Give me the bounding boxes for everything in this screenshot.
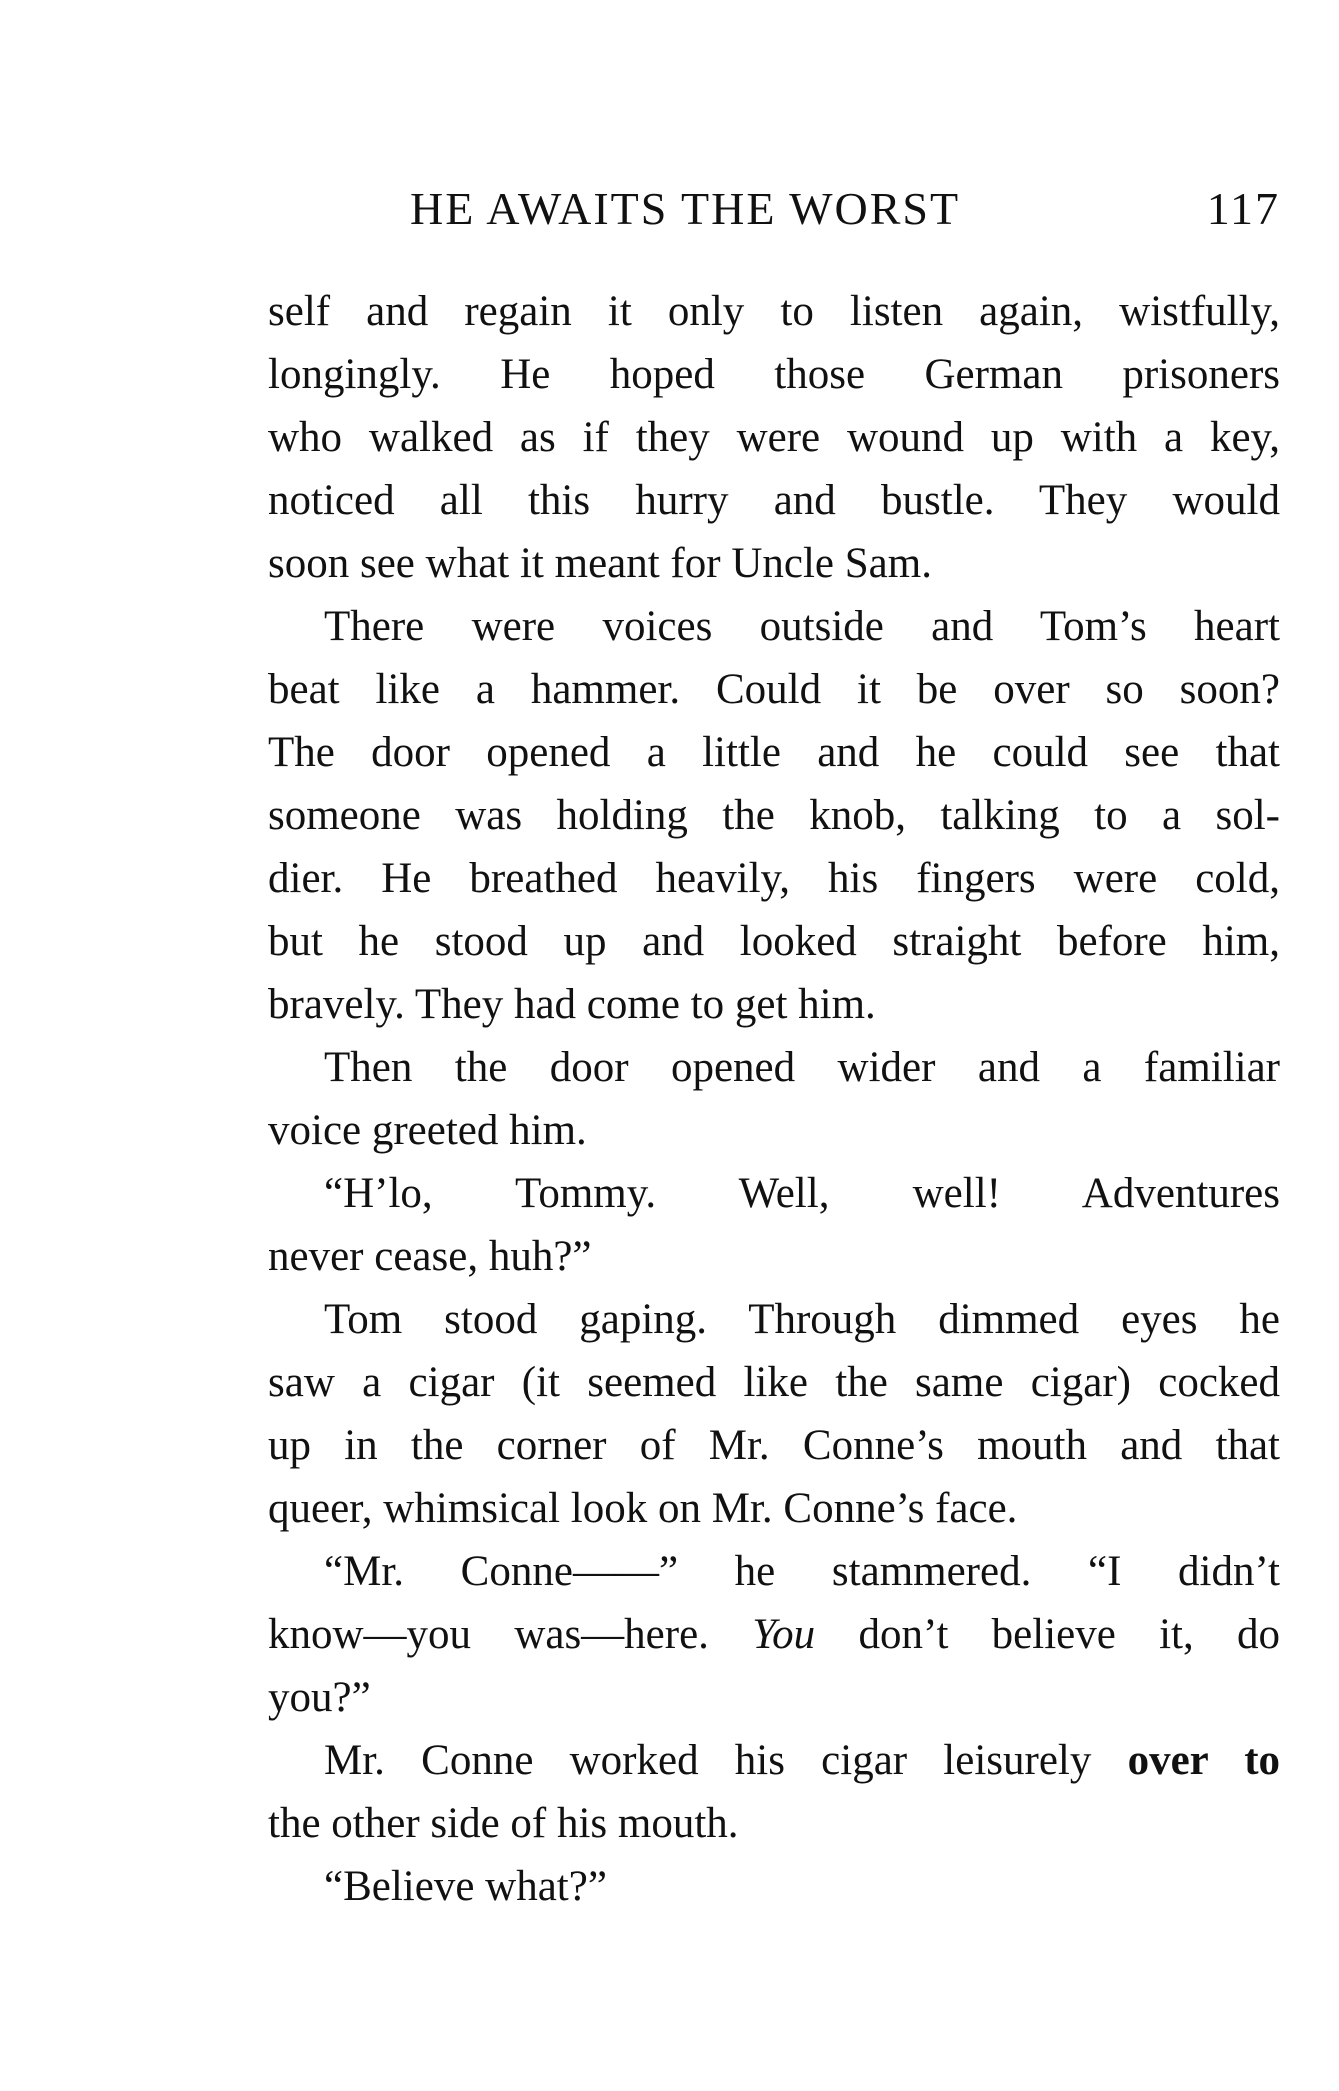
text-line: self and regain it only to listen again, wistfully, (268, 288, 1280, 335)
text-line: queer, whimsical look on Mr. Conne’s face. (268, 1485, 1018, 1532)
text-line: up in the corner of Mr. Conne’s mouth and that (268, 1422, 1280, 1469)
body-text (268, 280, 1280, 1918)
text-line: longingly. He hoped those German prisoners (268, 351, 1280, 398)
text-line: The door opened a little and he could see that (268, 729, 1280, 776)
text-line: who walked as if they were wound up with a key, (268, 414, 1280, 461)
text-line: soon see what it meant for Uncle Sam. (268, 540, 932, 587)
emphasis-text: You (752, 1611, 816, 1658)
text-line: “Believe what?” (324, 1863, 607, 1910)
text-line (268, 1603, 1280, 1666)
text-line: someone was holding the knob, talking to a sol- (268, 792, 1280, 839)
text-line: never cease, huh?” (268, 1233, 592, 1280)
text-line: bravely. They had come to get him. (268, 981, 876, 1028)
text-line: dier. He breathed heavily, his fingers were cold, (268, 855, 1280, 902)
text-line: “H’lo, Tommy. Well, well! Adventures (324, 1170, 1280, 1217)
text-line: voice greeted him. (268, 1107, 587, 1154)
text-segment: know—you was—here. (268, 1611, 709, 1658)
text-line: you?” (268, 1674, 371, 1721)
text-line: Then the door opened wider and a familiar (324, 1044, 1280, 1091)
text-line: noticed all this hurry and bustle. They would (268, 477, 1280, 524)
text-segment: Mr. Conne worked his cigar leisurely (324, 1737, 1092, 1784)
bold-text: over to (1127, 1737, 1281, 1784)
text-line: the other side of his mouth. (268, 1800, 739, 1847)
text-line (268, 1729, 1280, 1792)
text-line: saw a cigar (it seemed like the same cigar) cocked (268, 1359, 1280, 1406)
text-segment: don’t believe it, do (858, 1611, 1281, 1658)
chapter-title: HE AWAITS THE WORST (410, 183, 961, 234)
text-line: There were voices outside and Tom’s heart (324, 603, 1280, 650)
page-number: 117 (1206, 183, 1280, 234)
text-line: beat like a hammer. Could it be over so soon? (268, 666, 1280, 713)
text-line: Tom stood gaping. Through dimmed eyes he (324, 1296, 1280, 1343)
text-line: but he stood up and looked straight before him, (268, 918, 1280, 965)
text-line: “Mr. Conne——” he stammered. “I didn’t (324, 1548, 1280, 1595)
